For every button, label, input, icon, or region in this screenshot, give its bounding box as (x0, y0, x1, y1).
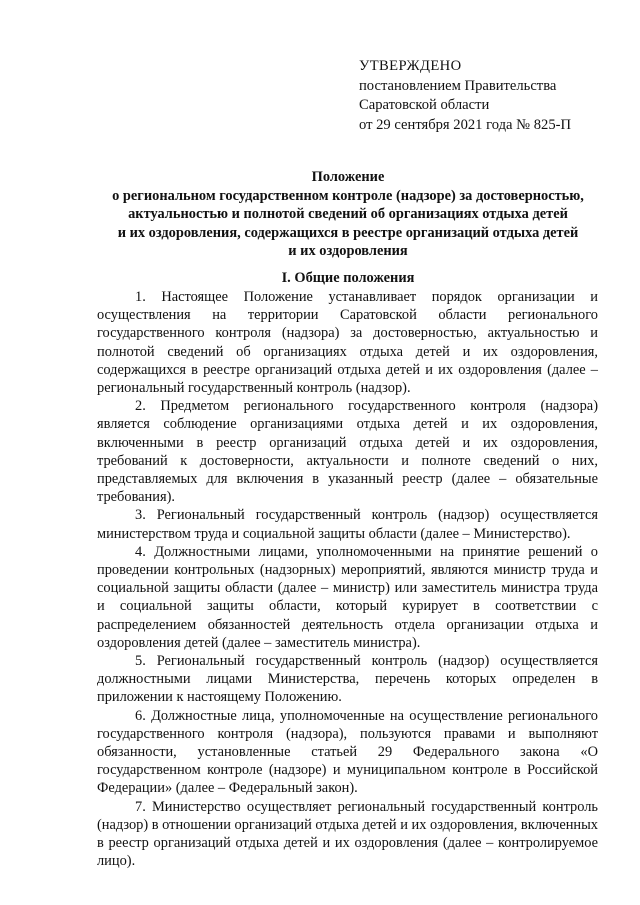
paragraph-3: 3. Региональный государственный контроль (надзор) осуществляется министерством труда и социальной защиты области (далее – Министерство). (97, 507, 598, 542)
approval-title: УТВЕРЖДЕНО (359, 58, 462, 74)
paragraph-1: 1. Настоящее Положение устанавливает порядок организации и осуществления на территории Саратовской области регионального государственного контроля (надзора) за достоверностью, актуальностью и полнотой сведений об организациях отдыха детей и их оздоровления, содержащихся в реестре организаций отдыха детей и их оздоровления (далее – региональный государственный контроль (надзор). (97, 289, 598, 397)
section-heading: I. Общие положения (281, 270, 415, 286)
document-title-line-2: о региональном государственном контроле (надзоре) за достоверностью, (112, 187, 584, 204)
document-title-line-5: и их оздоровления (288, 243, 408, 260)
document-title-line-1: Положение (311, 169, 385, 185)
approval-line-1: постановлением Правительства (359, 77, 557, 94)
paragraph-7: 7. Министерство осуществляет региональный государственный контроль (надзор) в отношении организаций отдыха детей и их оздоровления, включенных в реестр организаций отдыха детей и их оздоровления (далее – контролируемое лицо). (97, 798, 598, 870)
approval-block (359, 57, 571, 135)
approval-line-2: Саратовской области (359, 97, 490, 113)
paragraph-2: 2. Предметом регионального государственного контроля (надзора) является соблюдение организациями отдыха детей и их оздоровления, включенными в реестр организаций отдыха детей и их оздоровления, требований к достоверности, актуальности и полноте сведений о них, представляемых для включения в указанный реестр (далее – обязательные требования). (97, 398, 598, 506)
document-body (97, 288, 598, 871)
document-title-line-3: актуальностью и полнотой сведений об организациях отдыха детей (128, 206, 568, 223)
document-title (92, 168, 604, 261)
document-title-line-4: и их оздоровления, содержащихся в реестре организаций отдыха детей (117, 224, 579, 241)
paragraph-5: 5. Региональный государственный контроль (надзор) осуществляется должностными лицами Министерства, перечень которых определен в приложении к настоящему Положению. (97, 653, 598, 706)
paragraph-4: 4. Должностными лицами, уполномоченными на принятие решений о проведении контрольных (надзорных) мероприятий, являются министр труда и социальной защиты области (далее – министр) или заместитель министра труда и социальной защиты области, который курирует в соответствии с распределением обязанностей деятельность отдела организации отдыха и оздоровления детей (далее – заместитель министра). (97, 543, 598, 651)
paragraph-6: 6. Должностные лица, уполномоченные на осуществление регионального государственного контроля (надзора), пользуются правами и выполняют обязанности, установленные статьей 29 Федерального закона «О государственном контроле (надзоре) и муниципальном контроле в Российской Федерации» (далее – Федеральный закон). (97, 707, 598, 797)
approval-line-3: от 29 сентября 2021 года № 825-П (359, 116, 572, 133)
